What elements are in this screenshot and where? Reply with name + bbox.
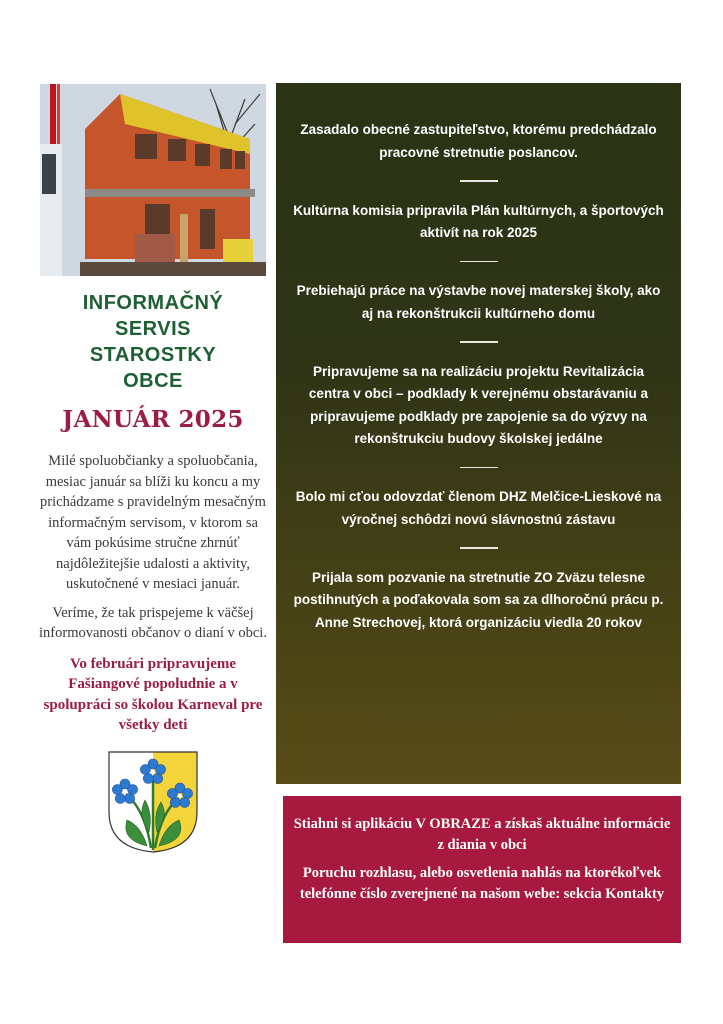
news-panel: [276, 83, 681, 784]
news-item: Bolo mi cťou odovzdať členom DHZ Melčice-Lieskové na výročnej schôdzi novú slávnostnú zástavu: [295, 489, 662, 527]
coat-of-arms-icon: [107, 750, 199, 859]
news-item: Prebiehajú práce na výstavbe novej materskej školy, ako aj na rekonštrukcii kultúrneho domu: [296, 283, 661, 321]
divider: [460, 261, 498, 263]
divider: [460, 547, 498, 549]
divider: [460, 467, 498, 469]
divider: [460, 180, 498, 182]
news-item: Zasadalo obecné zastupiteľstvo, ktorému predchádzalo pracovné stretnutie poslancov.: [300, 122, 657, 160]
news-item: Pripravujeme sa na realizáciu projektu Revitalizácia centra v obci – podklady k verejnému obstarávaniu a pripravujeme podklady pre zapojenie sa do výzvy na rekonštrukciu budovy školskej jedálne: [308, 363, 649, 446]
left-column: [40, 84, 266, 859]
app-download-notice: Stiahni si aplikáciu V OBRAZE a získaš aktuálne informácie z diania v obci: [293, 816, 671, 853]
title-line: INFORMAČNÝ: [82, 292, 224, 314]
construction-photo: [40, 84, 266, 276]
month-title: JANUÁR 2025: [62, 406, 244, 433]
title-line: SERVIS: [114, 318, 191, 340]
intro-paragraph: Milé spoluobčianky a spoluobčania, mesiac január sa blíži ku koncu a my prichádzame s pravidelným mesačným informačným servisom, v ktorom sa vám pokúsime stručne zhrnúť najdôležitejšie udalosti a aktivity, uskutočnené v mesiaci január.: [40, 453, 266, 592]
news-item: Prijala som pozvanie na stretnutie ZO Zväzu telesne postihnutých a poďakovala som sa za dlhoročnú prácu p. Anne Strechovej, ktorá organizáciu viedla 20 rokov: [293, 569, 664, 630]
intro-text: [37, 451, 269, 644]
divider: [460, 341, 498, 343]
intro-paragraph: Veríme, že tak prispejeme k väčšej informovanosti občanov o dianí v obci.: [39, 604, 267, 641]
fault-report-notice: Poruchu rozhlasu, alebo osvetlenia nahlás na ktorékoľvek telefónne číslo zverejnené na našom webe: sekcia Kontakty: [299, 865, 665, 902]
newsletter-title: [83, 290, 224, 394]
title-line: OBCE: [123, 370, 183, 392]
upcoming-events-highlight: Vo februári pripravujeme Fašiangové popoludnie a v spolupráci so školou Karneval pre všetky deti: [43, 655, 263, 733]
news-item: Kultúrna komisia pripravila Plán kultúrnych, a športových aktivít na rok 2025: [293, 202, 664, 240]
title-line: STAROSTKY: [89, 344, 217, 366]
info-panel: [283, 796, 681, 943]
building-image-icon: [40, 84, 266, 276]
